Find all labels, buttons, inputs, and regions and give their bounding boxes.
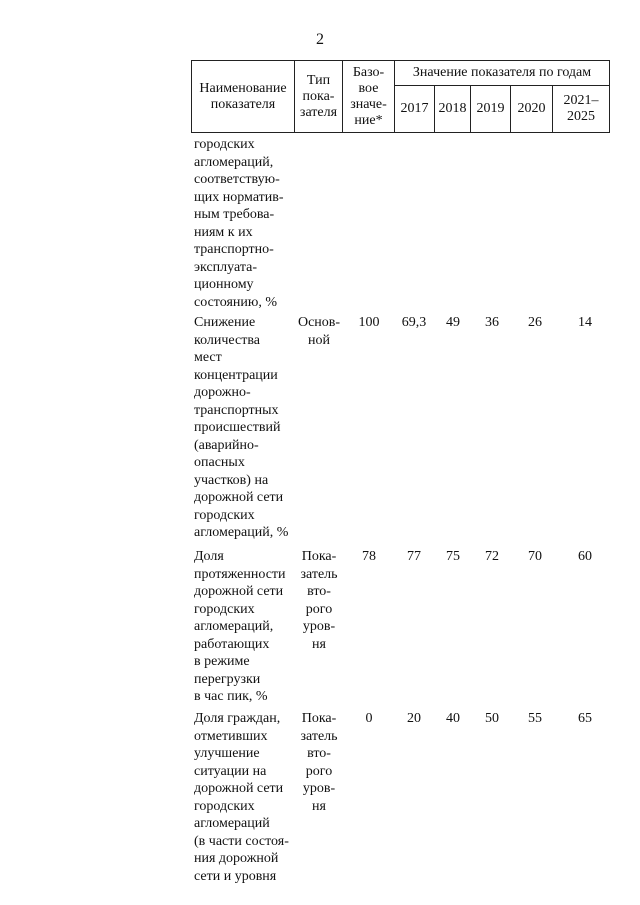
base-value: 78 [362,549,376,564]
header-year-2020: 2020 [511,86,553,133]
header-year-2021-2025: 2021– 2025 [553,86,610,133]
header-name: Наименование показателя [192,61,295,133]
indicator-type: Основ- ной [297,315,341,348]
header-year-2017: 2017 [395,86,435,133]
header-years-group: Значение показателя по годам [395,61,610,86]
base-value: 100 [358,315,380,330]
value-2017: 77 [407,549,421,564]
header-base: Базо- вое значе- ние* [343,61,395,133]
value-2020: 55 [528,711,542,726]
value-2017: 69,3 [401,315,427,330]
value-2020: 26 [528,315,542,330]
value-2020: 70 [528,549,542,564]
value-2021-2025: 14 [578,315,592,330]
value-2021-2025: 65 [578,711,592,726]
base-value: 0 [365,711,373,726]
indicator-type: Пока- затель вто- рого уров- ня [300,711,338,814]
value-2021-2025: 60 [578,549,592,564]
value-2019: 72 [485,549,499,564]
header-year-2018: 2018 [435,86,471,133]
value-2017: 20 [407,711,421,726]
value-2018: 49 [446,315,460,330]
value-2019: 50 [485,711,499,726]
value-2019: 36 [485,315,499,330]
value-2018: 40 [446,711,460,726]
indicator-name: Снижение количества мест концентрации дорожно- транспортных происшествий (аварийно- опасных участков) на дорожной сети городских агломераций, % [194,315,289,540]
indicator-type: Пока- затель вто- рого уров- ня [300,549,338,652]
table-header [191,60,610,133]
indicator-name: Доля граждан, отметивших улучшение ситуации на дорожной сети городских агломераций (в части состоя- ния дорожной сети и уровня [194,711,289,884]
header-type: Тип пока- зателя [295,61,343,133]
indicator-name: Доля протяженности дорожной сети городских агломераций, работающих в режиме перегрузки в час пик, % [194,549,286,704]
value-2018: 75 [446,549,460,564]
indicator-name: городских агломераций, соответствую- щих норматив- ным требова- ниям к их транспортно- эксплуата- ционному состоянию, % [194,137,284,310]
header-year-2019: 2019 [471,86,511,133]
page-number: 2 [316,31,324,48]
